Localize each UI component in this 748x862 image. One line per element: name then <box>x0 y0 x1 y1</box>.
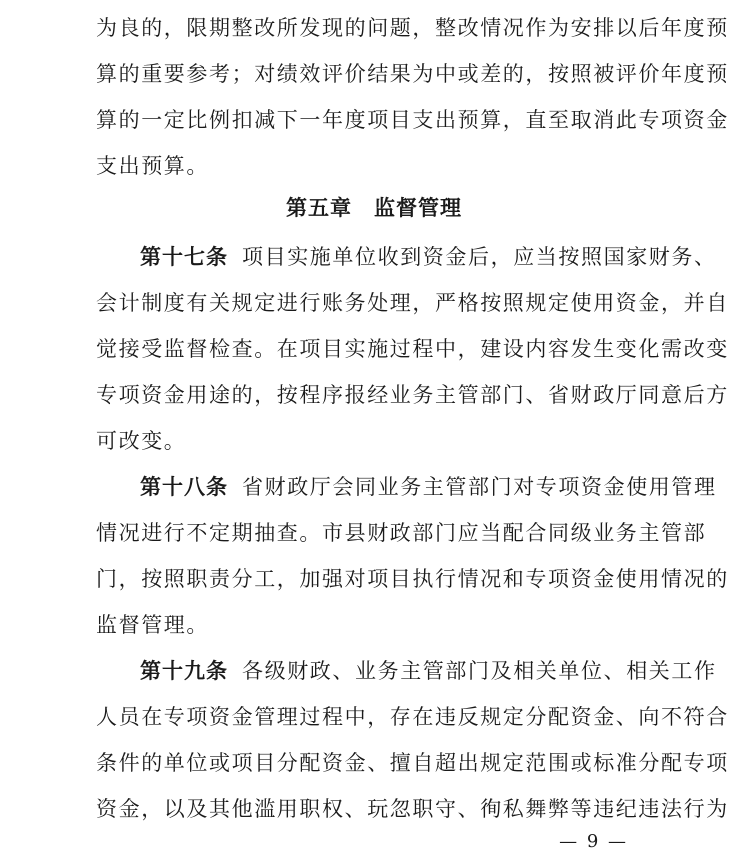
body-text-line: 支出预算。 <box>96 154 209 178</box>
body-text-line: 觉接受监督检查。在项目实施过程中，建设内容发生变化需改变 <box>96 337 729 361</box>
body-text-line: 资金，以及其他滥用职权、玩忽职守、徇私舞弊等违纪违法行为 <box>96 797 729 821</box>
body-text-line: 算的一定比例扣减下一年度项目支出预算，直至取消此专项资金 <box>96 108 729 132</box>
body-text-line: 条件的单位或项目分配资金、擅自超出规定范围或标准分配专项 <box>96 751 729 775</box>
chapter-number: 第五章 <box>286 196 352 220</box>
body-text-line: 监督管理。 <box>96 613 209 637</box>
body-text-line: 为良的，限期整改所发现的问题，整改情况作为安排以后年度预 <box>96 16 729 40</box>
article-first-line <box>140 657 717 685</box>
chapter-heading <box>0 194 748 222</box>
body-text-line: 算的重要参考；对绩效评价结果为中或差的，按照被评价年度预 <box>96 62 729 86</box>
body-text-line: 专项资金用途的，按程序报经业务主管部门、省财政厅同意后方 <box>96 383 729 407</box>
article-text: 省财政厅会同业务主管部门对专项资金使用管理 <box>242 475 717 499</box>
body-text-line: 可改变。 <box>96 429 187 453</box>
article-first-line <box>140 243 717 271</box>
article-title: 第十九条 <box>140 659 228 683</box>
chapter-title: 监督管理 <box>374 196 462 220</box>
article-title: 第十八条 <box>140 475 228 499</box>
article-title: 第十七条 <box>140 245 228 269</box>
body-text-line: 人员在专项资金管理过程中，存在违反规定分配资金、向不符合 <box>96 705 729 729</box>
page-number: — 9 — <box>559 831 628 852</box>
body-text-line: 情况进行不定期抽查。市县财政部门应当配合同级业务主管部 <box>96 521 707 545</box>
article-text: 各级财政、业务主管部门及相关单位、相关工作 <box>242 659 717 683</box>
body-text-line: 门，按照职责分工，加强对项目执行情况和专项资金使用情况的 <box>96 567 729 591</box>
body-text-line: 会计制度有关规定进行账务处理，严格按照规定使用资金，并自 <box>96 291 729 315</box>
article-text: 项目实施单位收到资金后，应当按照国家财务、 <box>242 245 717 269</box>
article-first-line <box>140 473 717 501</box>
